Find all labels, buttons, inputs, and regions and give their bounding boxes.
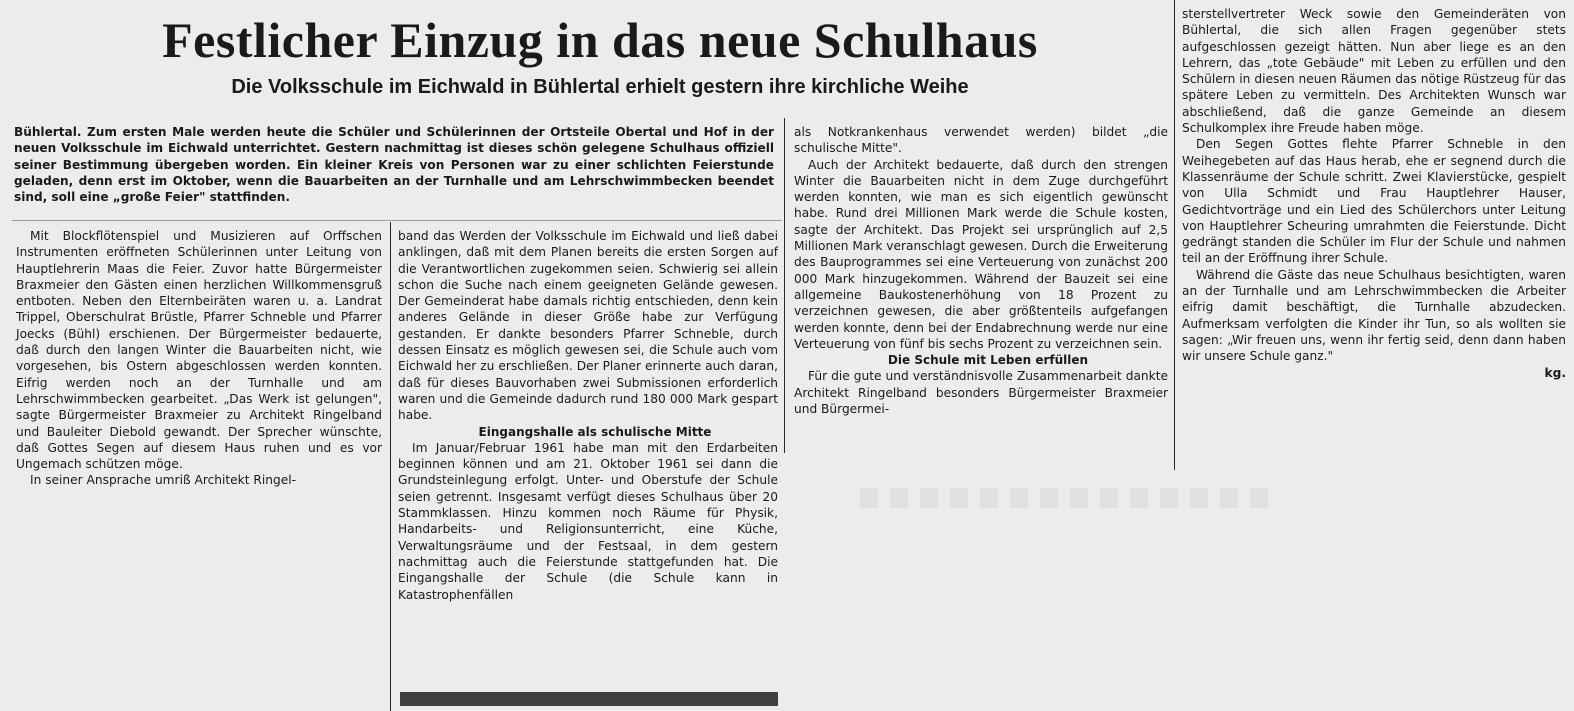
author-signature: kg.	[1544, 365, 1566, 380]
intro-paragraph: Bühlertal. Zum ersten Male werden heute die Schüler und Schülerinnen der Ortsteile Obertal und Hof in der neuen Volksschule im Eichwald unterrichtet. Gestern nachmittag ist dieses schön gelegene Schulhaus offiziell seiner Bestimmung übergeben worden. Ein kleiner Kreis von Personen war zu einer schlichten Feierstunde geladen, denn erst im Oktober, wenn die Bauarbeiten an der Turnhalle und am Lehrschwimmbecken beendet sind, soll eine „große Feier" stattfinden.	[14, 125, 774, 205]
column-1	[16, 228, 382, 489]
column-4	[1182, 6, 1566, 381]
body-paragraph: Mit Blockflötenspiel und Musizieren auf Orffschen Instrumenten eröffneten Schülerinnen unter Leitung von Hauptlehrerin Maas die Feier. Zuvor hatte Bürgermeister Braxmeier den Gästen einen herzlichen Willkommensgruß entboten. Neben den Elternbeiräten waren u. a. Landrat Trippel, Oberschulrat Brüstle, Pfarrer Schneble und Pfarrer Joecks (Bühl) erschienen. Der Bürgermeister bedauerte, daß durch den langen Winter die Bauarbeiten nicht, wie vorgesehen, bis Ostern abgeschlossen werden konnten. Eifrig werden noch an der Turnhalle und am Lehrschwimmbecken gearbeitet. „Das Werk ist gelungen", sagte Bürgermeister Braxmeier zu Architekt Ringelband und Bauleiter Diebold gewandt. Der Sprecher wünschte, daß Gottes Segen auf diesem Haus ruhen und es vor Ungemach schützen möge.	[16, 229, 382, 472]
body-paragraph: In seiner Ansprache umriß Architekt Ringel-	[30, 473, 296, 488]
section-subhead: Die Schule mit Leben erfüllen	[887, 353, 1089, 368]
column-2	[398, 228, 778, 603]
column-3	[794, 124, 1168, 417]
body-paragraph: Den Segen Gottes flehte Pfarrer Schneble in den Weihegebeten auf das Haus herab, ehe er segnend durch die Klassenräume der Schule schritt. Zwei Klavierstücke, gespielt von Ulla Schmidt und Frau Hauptlehrer Hauser, Gedichtvorträge und ein Lied des Schülerchors unter Leitung von Hauptlehrer Scheuring umrahmten die Feierstunde. Dicht gedrängt standen die Schüler im Flur der Schule und nahmen teil an der Eröffnung ihrer Schule.	[1182, 137, 1566, 266]
body-paragraph: Auch der Architekt bedauerte, daß durch den strengen Winter die Bauarbeiten nicht in dem Zuge durchgeführt werden konnten, wie man es sich eigentlich gewünscht habe. Rund drei Millionen Mark werde die Schule kosten, sagte der Architekt. Das Projekt sei ursprünglich auf 2,5 Millionen Mark veranschlagt gewesen. Durch die Erweiterung des Bauprogrammes sei eine Verteuerung von zunächst 200 000 Mark hinzugekommen. Während der Bauzeit sei eine allgemeine Baukostenerhöhung von 18 Prozent zu verzeichnen gewesen, die aber größtenteils aufgefangen werden konnte, denn bei der Endabrechnung werde nur eine Verteuerung von fünf bis sechs Prozent zu verzeichnen sein.	[794, 157, 1168, 351]
body-paragraph: Während die Gäste das neue Schulhaus besichtigten, waren an der Turnhalle und am Lehrschwimmbecken die Arbeiter eifrig damit beschäftigt, die Turnhalle abzudecken. Aufmerksam verfolgten die Kinder ihr Tun, so als wollten sie sagen: „Wir freuen uns, wenn ihr fertig seid, denn dann haben wir unsere Schule ganz."	[1182, 267, 1566, 364]
body-paragraph: Im Januar/Februar 1961 habe man mit den Erdarbeiten beginnen können und am 21. Oktober 1961 sei dann die Grundsteinlegung erfolgt. Unter- und Oberstufe der Schule seien getrennt. Insgesamt verfügt dieses Schulhaus über 20 Stammklassen. Hinzu kommen noch Räume für Physik, Handarbeits- und Religionsunterricht, eine Küche, Verwaltungsräume und der Festsaal, in dem gestern nachmittag auch die Feierstunde stattgefunden hat. Die Eingangshalle der Schule (die Schule kann in Katastrophenfällen	[398, 440, 778, 602]
subheadline: Die Volksschule im Eichwald in Bühlertal erhielt gestern ihre kirchliche Weihe	[231, 76, 969, 98]
section-subhead: Eingangshalle als schulische Mitte	[478, 424, 712, 439]
headline: Festlicher Einzug in das neue Schulhaus	[162, 12, 1038, 68]
body-paragraph: als Notkrankenhaus verwendet werden) bildet „die schulische Mitte".	[794, 125, 1168, 156]
body-paragraph: sterstellvertreter Weck sowie den Gemeinderäten von Bühlertal, die sich allen Fragen gegenüber stets aufgeschlossen gezeigt hätten. Nun aber liege es an den Lehrern, das „tote Gebäude" mit Leben zu erfüllen und den Schülern in diesen neuen Räumen das nötige Rüstzeug für das spätere Leben zu vermitteln. Des Architekten Wunsch war abschließend, daß die ganze Gemeinde an diesem Schulkomplex ihre Freude haben möge.	[1182, 7, 1566, 136]
intro-divider	[12, 220, 782, 221]
body-paragraph: Für die gute und verständnisvolle Zusammenarbeit dankte Architekt Ringelband besonders Bürgermeister Braxmeier und Bürgermei-	[794, 369, 1168, 417]
column-rule	[1174, 0, 1175, 470]
ink-smudge	[400, 692, 778, 706]
column-rule	[390, 222, 391, 711]
body-paragraph: band das Werden der Volksschule im Eichwald und ließ dabei anklingen, daß mit dem Planen bereits die ersten Sorgen auf die Verantwortlichen zugekommen seien. Schwierig sei allein schon die Suche nach einem geeigneten Gelände gewesen. Der Gemeinderat habe damals richtig entschieden, denn kein anderes Gelände in dieser Größe habe zur Verfügung gestanden. Er dankte besonders Pfarrer Schneble, durch dessen Einsatz es möglich gewesen sei, die Schule auch vom Eichwald her zu erschließen. Der Planer erinnerte auch daran, daß für dieses Bauvorhaben zwei Submissionen erforderlich waren und die Gemeinde dadurch rund 180 000 Mark gespart habe.	[398, 229, 778, 423]
faded-show-through	[860, 488, 1280, 508]
column-rule	[784, 118, 785, 453]
